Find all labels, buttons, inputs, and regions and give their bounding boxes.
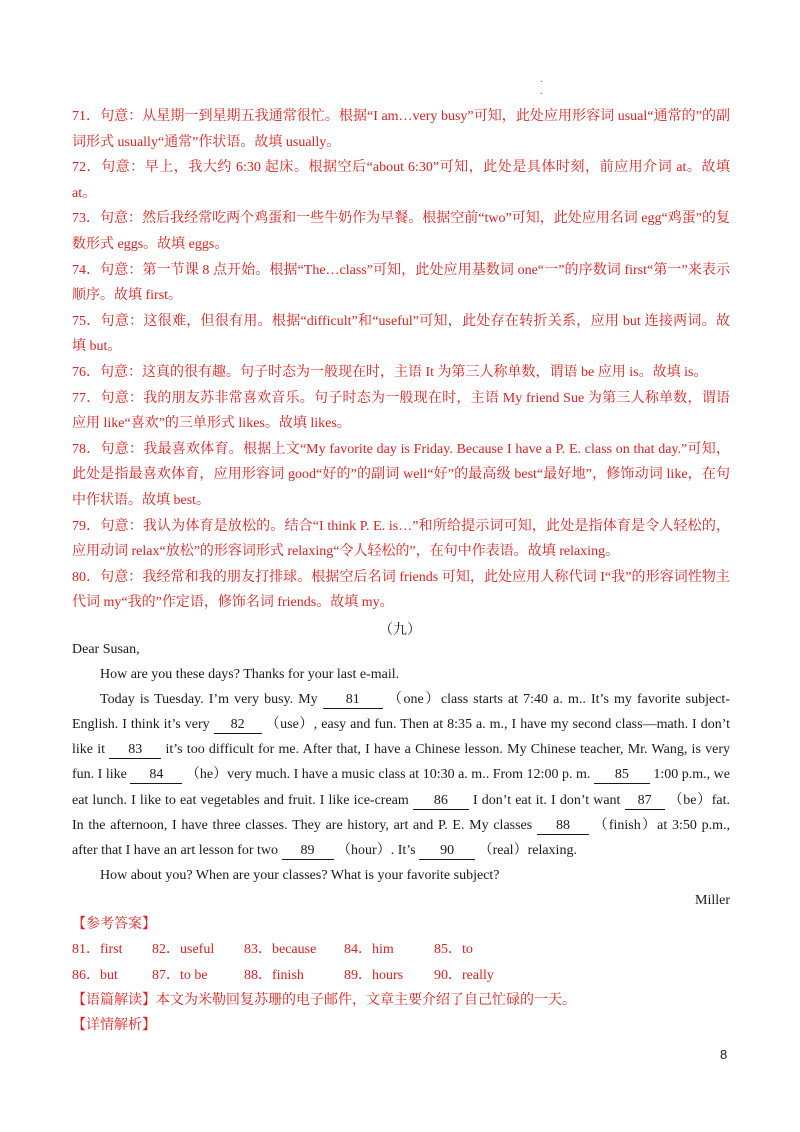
passage-summary: 【语篇解读】本文为米勒回复苏珊的电子邮件，文章主要介绍了自己忙碌的一天。 xyxy=(72,992,576,1008)
letter-signature: Miller xyxy=(695,892,730,908)
blank-82: 82 xyxy=(214,717,262,734)
blank-85: 85 xyxy=(594,767,650,784)
letter-paragraph-1: How are you these days? Thanks for your last e-mail. xyxy=(100,667,400,683)
explanation-80: 80．句意：我经常和我的朋友打排球。根据空后名词 friends 可知，此处应用人称代词 I“我”的形容词性物主代词 my“我的”作定语，修饰名词 friends。故填 my。 xyxy=(72,569,731,611)
answer-89: 89．hours xyxy=(344,967,404,983)
answer-88: 88．finish xyxy=(244,967,304,983)
blank-90: 90 xyxy=(419,843,475,860)
explanation-76: 76．句意：这真的很有趣。句子时态为一般现在时，主语 It 为第三人称单数，谓语 be 应用 is。故填 is。 xyxy=(72,364,708,380)
explanation-77: 77．句意：我的朋友苏非常喜欢音乐。句子时态为一般现在时，主语 My friend Sue 为第三人称单数，谓语应用 like“喜欢”的三单形式 likes。故填 likes。 xyxy=(72,390,731,432)
explanation-78: 78．句意：我最喜欢体育。根据上文“My favorite day is Friday. Because I have a P. E. class on that day.”可知，此处是指最喜欢体育，应用形容词 good“好的”的副词 well“好”的最高级 best“最好地”，修饰动词 like，在句中作状语。故填 best。 xyxy=(72,441,730,508)
section-title: （九） xyxy=(379,623,421,638)
blank-84: 84 xyxy=(130,767,182,784)
answer-87: 87．to be xyxy=(152,967,208,983)
blank-87: 87 xyxy=(625,793,665,810)
letter-greeting: Dear Susan, xyxy=(72,642,140,657)
answer-90: 90．really xyxy=(434,967,494,983)
blank-89: 89 xyxy=(282,843,334,860)
answers-heading: 【参考答案】 xyxy=(72,917,156,932)
blank-86: 86 xyxy=(413,793,469,810)
explanation-74: 74．句意：第一节课 8 点开始。根据“The…class”可知，此处应用基数词 one“一”的序数词 first“第一”来表示顺序。故填 first。 xyxy=(72,262,731,304)
explanations-list xyxy=(72,104,730,616)
answer-84: 84．him xyxy=(344,942,394,958)
answers-row-2 xyxy=(72,963,730,988)
explanation-79: 79．句意：我认为体育是放松的。结合“I think P. E. is…”和所给提示词可知，此处是指体育是令人轻松的，应用动词 relax“放松”的形容词形式 relaxing“令人轻松的”，在句中作表语。故填 relaxing。 xyxy=(72,518,731,560)
blank-83: 83 xyxy=(109,742,161,759)
blank-88: 88 xyxy=(537,818,589,835)
letter-paragraph-2: Today is Tuesday. I’m very busy. My 81 （one）class starts at 7:40 a. m.. It’s my favorite subject-English. I think it’s very 82 （use）, easy and fun. Then at 8:35 a. m., I have my second class—math. I don’t like it 83 it’s too difficult for me. After that, I have a Chinese lesson. My Chinese teacher, Mr. Wang, is very fun. I like 84 （he）very much. I have a music class at 10:30 a. m.. From 12:00 p. m. 85 1:00 p.m., we eat lunch. I like to eat vegetables and fruit. I like ice-cream 86 I don’t eat it. I don’t want 87 （be）fat. In the afternoon, I have three classes. They are history, art and P. E. My classes 88 （finish）at 3:50 p.m., after that I have an art lesson for two 89 （hour）. It’s 90 （real）relaxing. xyxy=(72,692,731,858)
page-number: 8 xyxy=(720,1047,728,1062)
letter-passage xyxy=(72,637,730,913)
answer-83: 83．because xyxy=(244,942,317,958)
answer-85: 85．to xyxy=(434,942,473,958)
explanation-71: 71．句意：从星期一到星期五我通常很忙。根据“I am…very busy”可知，此处应用形容词 usual“通常的”的副词形式 usually“通常”作状语。故填 usually。 xyxy=(72,109,731,150)
answer-81: 81．first xyxy=(72,942,123,958)
explanation-73: 73．句意：然后我经常吃两个鸡蛋和一些牛奶作为早餐。根据空前“two”可知，此处应用名词 egg“鸡蛋”的复数形式 eggs。故填 eggs。 xyxy=(72,211,730,252)
header-dots: . . xyxy=(540,74,543,97)
answers-section xyxy=(72,912,730,1038)
explanation-72: 72．句意：早上，我大约 6:30 起床。根据空后“about 6:30”可知，此处是具体时刻，前应用介词 at。故填 at。 xyxy=(72,160,731,201)
answers-row-1 xyxy=(72,937,730,962)
blank-81: 81 xyxy=(323,692,383,709)
explanation-75: 75．句意：这很难，但很有用。根据“difficult”和“useful”可知，此处存在转折关系，应用 but 连接两词。故填 but。 xyxy=(72,313,730,355)
detail-heading: 【详情解析】 xyxy=(72,1018,156,1034)
letter-paragraph-3: How about you? When are your classes? What is your favorite subject? xyxy=(100,867,500,883)
answer-86: 86．but xyxy=(72,967,118,983)
answer-82: 82．useful xyxy=(152,942,215,958)
